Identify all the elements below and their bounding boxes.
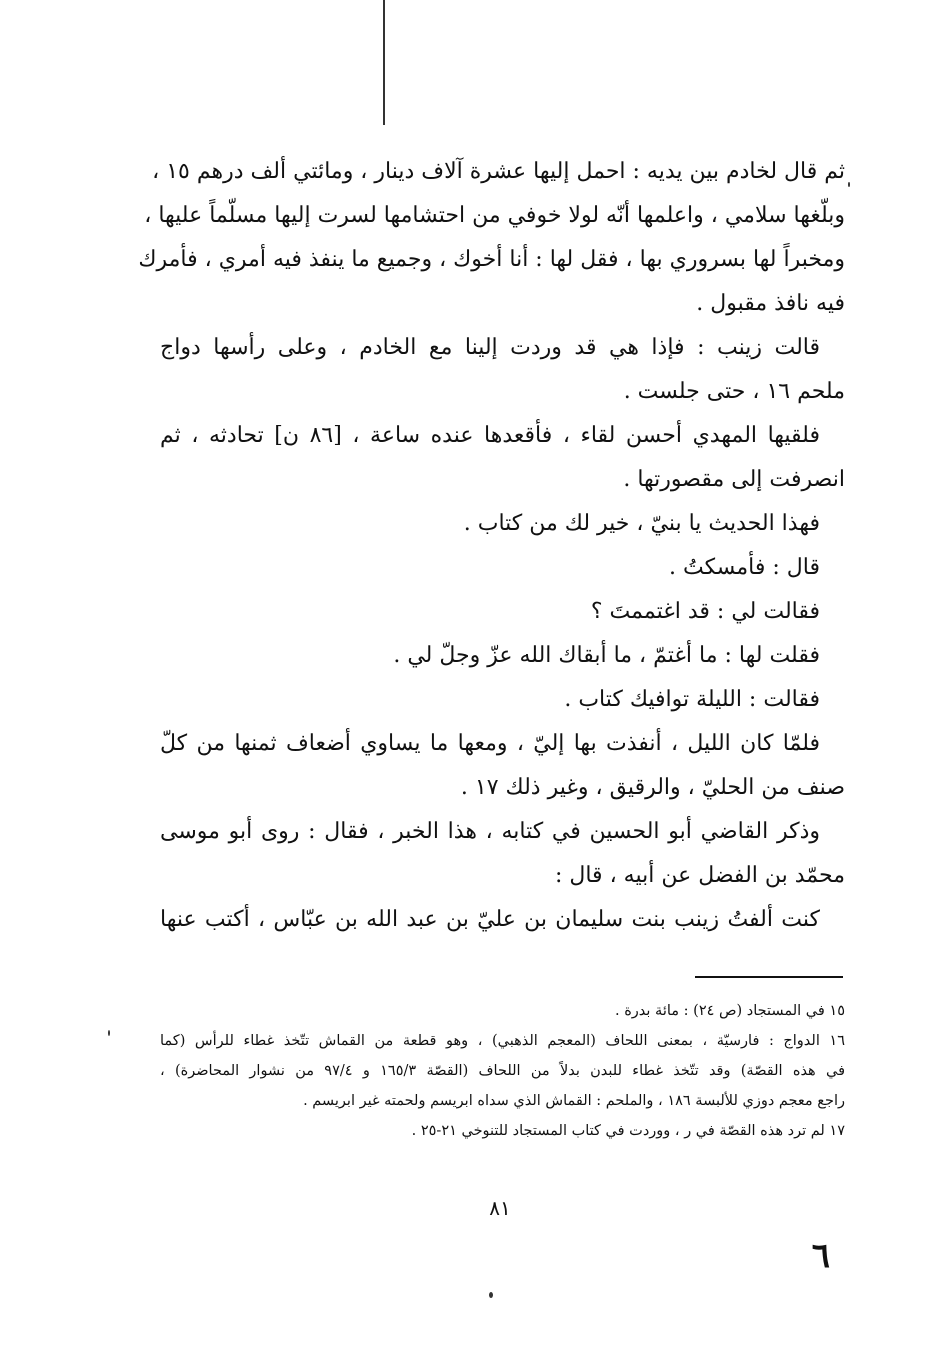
footnotes (160, 996, 845, 1146)
text-line: فلمّا كان الليل ، أنفذت بها إليّ ، ومعها ما يساوي أضعاف ثمنها من كلّ (160, 731, 820, 756)
text-line: قالت زينب : فإذا هي قد وردت إلينا مع الخادم ، وعلى رأسها دواج (160, 335, 820, 360)
scan-speck (108, 1030, 110, 1036)
text-line: قال : فأمسكتُ . (669, 555, 820, 580)
text-line: محمّد بن الفضل عن أبيه ، قال : (554, 863, 845, 888)
text-line: انصرفت إلى مقصورتها . (623, 467, 845, 492)
gutter-line (383, 0, 385, 125)
scan-speck (848, 182, 850, 187)
text-line: فقالت : الليلة توافيك كتاب . (564, 687, 820, 712)
text-line: فقالت لي : قد اغتممتَ ؟ (590, 599, 820, 624)
text-line: وذكر القاضي أبو الحسين في كتابه ، هذا الخبر ، فقال : روى أبو موسى (160, 819, 820, 844)
text-line: وبلّغها سلامي ، واعلمها أنّه لولا خوفي من احتشامها لسرت إليها مسلّماً عليها ، (144, 203, 845, 228)
sheet-mark: ٦ (811, 1236, 830, 1276)
footnote: ١٦ الدواج : فارسيّة ، بمعنى اللحاف (المعجم الذهبي) ، وهو قطعة من القماش تتّخذ غطاء للرأس (كما (160, 1033, 845, 1049)
text-line: ومخبراً لها بسروري بها ، فقل لها : أنا أخوك ، وجميع ما ينفذ فيه أمري ، فأمرك (138, 247, 845, 272)
footnote: ١٧ لم ترد هذه القصّة في ر ، ووردت في كتاب المستجاد للتنوخي ٢١-٢٥ . (411, 1123, 845, 1139)
text-line: كنت ألفتُ زينب بنت سليمان بن عليّ بن عبد الله بن عبّاس ، أكتب عنها (160, 907, 820, 932)
footnote: في هذه القصّة) وقد تتّخذ غطاء للبدن بدلاً من اللحاف (القصّة ١٦٥/٣ و ٩٧/٤ من نشوار المحاضرة) ، (160, 1063, 845, 1079)
text-line: ملحم ١٦ ، حتى جلست . (623, 379, 845, 404)
text-line: فيه نافذ مقبول . (696, 291, 845, 316)
text-line: ثم قال لخادم بين يديه : احمل إليها عشرة آلاف دينار ، ومائتي ألف درهم ١٥ ، (152, 159, 845, 184)
main-text (138, 150, 845, 942)
scan-speck (489, 1292, 493, 1298)
page-number: ٨١ (489, 1196, 511, 1220)
footnote-separator (695, 976, 843, 978)
text-line: فهذا الحديث يا بنيّ ، خير لك من كتاب . (463, 511, 820, 536)
text-line: صنف من الحليّ ، والرقيق ، وغير ذلك ١٧ . (460, 775, 845, 800)
footnote: ١٥ في المستجاد (ص ٢٤) : مائة بدرة . (614, 1003, 845, 1019)
text-line: فقلت لها : ما أغتمّ ، ما أبقاك الله عزّ وجلّ لي . (393, 643, 820, 668)
footnote: راجع معجم دوزي للألبسة ١٨٦ ، والملحم : القماش الذي سداه ابريسم ولحمته غير ابريسم . (303, 1093, 845, 1109)
text-line: فلقيها المهدي أحسن لقاء ، فأقعدها عنده ساعة ، [٨٦ ن] تحادثه ، ثم (160, 423, 820, 448)
